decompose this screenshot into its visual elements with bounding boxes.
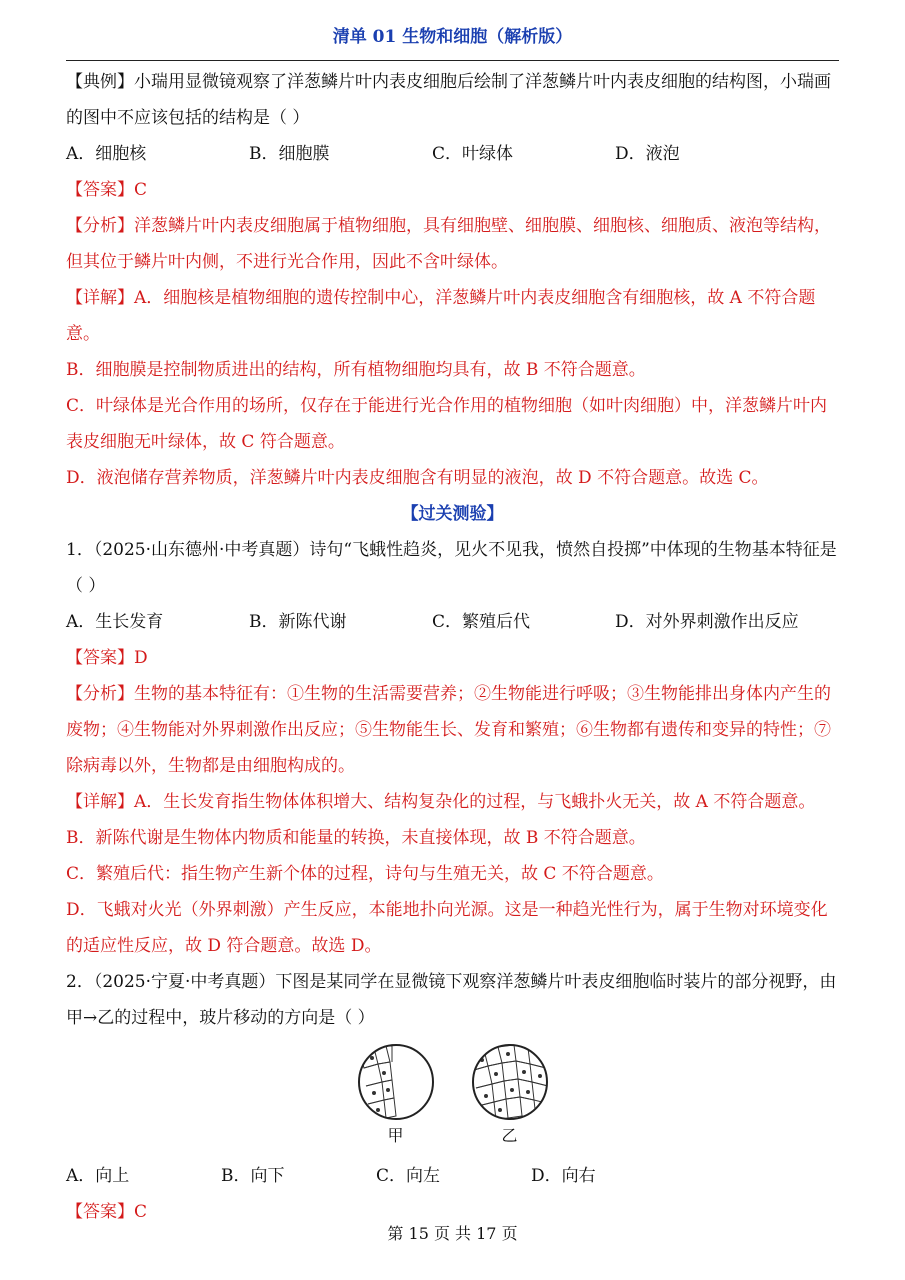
q1-options — [66, 604, 839, 640]
figure-label-jia: 甲 — [387, 1126, 404, 1145]
example-options — [66, 136, 839, 172]
example-detail-a: 【详解】A．细胞核是植物细胞的遗传控制中心，洋葱鳞片叶内表皮细胞含有细胞核，故 A 不符合题意。 — [66, 288, 816, 344]
q1-question: 1．（2025·山东德州·中考真题）诗句“飞蛾性趋炎，见火不见我，愤然自投掷”中体现的生物基本特征是（ ） — [66, 540, 837, 596]
page-number: 第 15 页 共 17 页 — [387, 1224, 518, 1243]
q2-answer: 【答案】C — [66, 1202, 148, 1222]
q1-detail-c: C．繁殖后代：指生物产生新个体的过程，诗句与生殖无关，故 C 不符合题意。 — [66, 864, 664, 884]
example-question: 【典例】小瑞用显微镜观察了洋葱鳞片叶内表皮细胞后绘制了洋葱鳞片叶内表皮细胞的结构图，小瑞画的图中不应该包括的结构是（ ） — [66, 72, 831, 128]
q1-detail-b: B．新陈代谢是生物体内物质和能量的转换，未直接体现，故 B 不符合题意。 — [66, 828, 646, 848]
q2-question: 2．（2025·宁夏·中考真题）下图是某同学在显微镜下观察洋葱鳞片叶表皮细胞临时装片的部分视野，由甲→乙的过程中，玻片移动的方向是（ ） — [66, 972, 837, 1028]
option-d: D．液泡 — [615, 144, 680, 164]
q1-analysis: 【分析】生物的基本特征有：①生物的生活需要营养；②生物能进行呼吸；③生物能排出身体内产生的废物；④生物能对外界刺激作出反应；⑤生物能生长、发育和繁殖；⑥生物都有遗传和变异的特性；⑦除病毒以外，生物都是由细胞构成的。 — [66, 684, 831, 776]
page-footer — [0, 1222, 905, 1246]
option-b: B．新陈代谢 — [249, 612, 347, 632]
section-title: 【过关测验】 — [401, 504, 504, 524]
example-analysis: 【分析】洋葱鳞片叶内表皮细胞属于植物细胞，具有细胞壁、细胞膜、细胞核、细胞质、液泡等结构，但其位于鳞片叶内侧，不进行光合作用，因此不含叶绿体。 — [66, 216, 831, 272]
microscope-view-jia — [356, 1042, 436, 1122]
page-header — [66, 22, 839, 61]
option-b: B．向下 — [221, 1166, 285, 1186]
option-a: A．生长发育 — [66, 612, 164, 632]
option-d: D．对外界刺激作出反应 — [615, 612, 799, 632]
example-detail-d: D．液泡储存营养物质，洋葱鳞片叶内表皮细胞含有明显的液泡，故 D 不符合题意。故选 C。 — [66, 468, 769, 488]
page-content — [66, 64, 839, 1230]
example-answer: 【答案】C — [66, 180, 148, 200]
q2-options — [66, 1158, 839, 1194]
page-title: 清单 01 生物和细胞（解析版） — [332, 27, 573, 47]
option-c: C．向左 — [376, 1166, 441, 1186]
figure-yi — [470, 1042, 550, 1154]
option-c: C．叶绿体 — [432, 144, 514, 164]
option-d: D．向右 — [531, 1166, 596, 1186]
q1-detail-a: 【详解】A．生长发育指生物体体积增大、结构复杂化的过程，与飞蛾扑火无关，故 A 不符合题意。 — [66, 792, 816, 812]
microscope-view-yi — [470, 1042, 550, 1122]
q1-detail-d: D．飞蛾对火光（外界刺激）产生反应，本能地扑向光源。这是一种趋光性行为，属于生物对环境变化的适应性反应，故 D 符合题意。故选 D。 — [66, 900, 828, 956]
figure-jia — [356, 1042, 436, 1154]
option-a: A．细胞核 — [66, 144, 147, 164]
option-b: B．细胞膜 — [249, 144, 330, 164]
option-a: A．向上 — [66, 1166, 130, 1186]
q1-answer: 【答案】D — [66, 648, 148, 668]
microscope-figure — [66, 1042, 839, 1154]
option-c: C．繁殖后代 — [432, 612, 531, 632]
example-detail-c: C．叶绿体是光合作用的场所，仅存在于能进行光合作用的植物细胞（如叶肉细胞）中，洋葱鳞片叶内表皮细胞无叶绿体，故 C 符合题意。 — [66, 396, 828, 452]
example-detail-b: B．细胞膜是控制物质进出的结构，所有植物细胞均具有，故 B 不符合题意。 — [66, 360, 646, 380]
figure-label-yi: 乙 — [501, 1126, 518, 1145]
